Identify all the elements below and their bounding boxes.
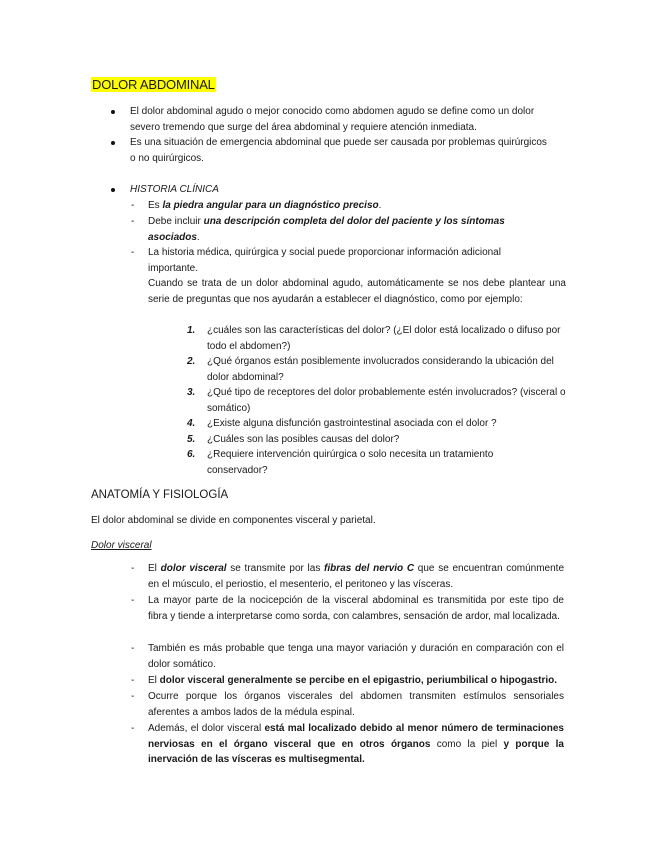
dash-marker: - bbox=[131, 723, 135, 734]
dash-marker: - bbox=[131, 247, 135, 258]
dash-marker: - bbox=[131, 563, 135, 574]
question-number: 5. bbox=[187, 434, 196, 445]
visceral-item-6: Además, el dolor visceral está mal localizado debido al menor número de terminaciones nerviosas en el órgano visceral que en otros órganos como la piel y porque la inervación de las vísceras es multisegmental. bbox=[148, 723, 564, 766]
question-number: 3. bbox=[187, 387, 196, 398]
question-number: 6. bbox=[187, 449, 196, 460]
dash-marker: - bbox=[131, 216, 135, 227]
dash-marker: - bbox=[131, 643, 135, 654]
historia-item-1: Es la piedra angular para un diagnóstico preciso. bbox=[148, 200, 382, 211]
question-text: ¿Existe alguna disfunción gastrointestinal asociada con el dolor ? bbox=[207, 418, 497, 429]
bullet-icon bbox=[111, 188, 115, 192]
visceral-heading: Dolor visceral bbox=[91, 540, 152, 551]
question-text: ¿Cuáles son las posibles causas del dolor? bbox=[207, 434, 400, 445]
question-number: 2. bbox=[187, 356, 196, 367]
visceral-item-2: La mayor parte de la nocicepción de la visceral abdominal es transmitida por este tipo de fibra y tiende a interpretarse como sorda, con calambres, sensación de ardor, mal localizada. bbox=[148, 595, 564, 622]
question-number: 1. bbox=[187, 325, 196, 336]
page-title: DOLOR ABDOMINAL bbox=[92, 77, 215, 92]
anatomia-heading: ANATOMÍA Y FISIOLOGÍA bbox=[91, 489, 229, 501]
visceral-item-4: El dolor visceral generalmente se percibe en el epigastrio, periumbilical o hipogastrio. bbox=[148, 675, 558, 686]
historia-heading: HISTORIA CLÍNICA bbox=[130, 184, 219, 195]
intro-paragraph-2: Es una situación de emergencia abdominal que puede ser causada por problemas quirúrgicos o no quirúrgicos. bbox=[130, 137, 547, 164]
visceral-item-1: El dolor visceral se transmite por las fibras del nervio C que se encuentran comúnmente en el músculo, el periostio, el mesenterio, el peritoneo y las vísceras. bbox=[148, 563, 565, 590]
dash-marker: - bbox=[131, 595, 135, 606]
historia-item-3: La historia médica, quirúrgica y social puede proporcionar información adicional importante. bbox=[148, 247, 501, 274]
intro-paragraph-1: El dolor abdominal agudo o mejor conocido como abdomen agudo se define como un dolor severo tremendo que surge del área abdominal y requiere atención inmediata. bbox=[130, 106, 535, 133]
historia-cuando: Cuando se trata de un dolor abdominal agudo, automáticamente se nos debe plantear una serie de preguntas que nos ayudarán a establecer el diagnóstico, como por ejemplo: bbox=[148, 278, 566, 305]
dash-marker: - bbox=[131, 675, 135, 686]
visceral-item-3: También es más probable que tenga una mayor variación y duración en comparación con el dolor somático. bbox=[148, 643, 564, 670]
visceral-item-5: Ocurre porque los órganos viscerales del abdomen transmiten estímulos sensoriales aferentes a ambos lados de la médula espinal. bbox=[148, 691, 564, 718]
bullet-icon bbox=[111, 110, 115, 114]
bullet-icon bbox=[111, 141, 115, 145]
dash-marker: - bbox=[131, 200, 135, 211]
question-text: ¿cuáles son las características del dolor? (¿El dolor está localizado o difuso por todo el abdomen?) bbox=[207, 325, 561, 352]
question-text: ¿Qué tipo de receptores del dolor probablemente estén involucrados? (visceral o somático) bbox=[207, 387, 566, 414]
historia-item-2: Debe incluir una descripción completa del dolor del paciente y los síntomas asociados. bbox=[148, 216, 505, 243]
question-text: ¿Requiere intervención quirúrgica o solo necesita un tratamiento conservador? bbox=[207, 449, 494, 476]
question-text: ¿Qué órganos están posiblemente involucrados considerando la ubicación del dolor abdominal? bbox=[207, 356, 554, 383]
question-number: 4. bbox=[187, 418, 196, 429]
dash-marker: - bbox=[131, 691, 135, 702]
anatomia-intro: El dolor abdominal se divide en componentes visceral y parietal. bbox=[91, 515, 376, 526]
